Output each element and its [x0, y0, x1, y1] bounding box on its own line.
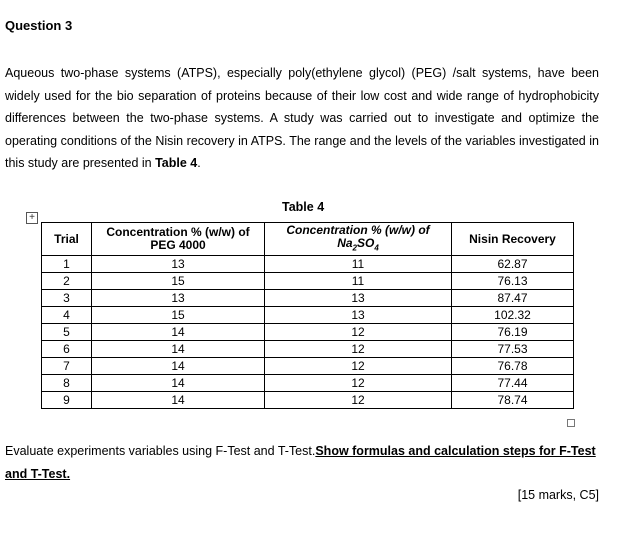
cell-peg: 15: [92, 273, 265, 290]
cell-na: 12: [265, 324, 452, 341]
task-emphasis: Show formulas and calculation steps for F-Test and T-Test.: [5, 444, 596, 481]
cell-trial: 3: [42, 290, 92, 307]
cell-recovery: 77.44: [452, 375, 574, 392]
task-instruction: [5, 440, 605, 485]
cell-peg: 14: [92, 375, 265, 392]
cell-na: 12: [265, 375, 452, 392]
cell-trial: 9: [42, 392, 92, 409]
table-row: [42, 341, 574, 358]
cell-peg: 14: [92, 324, 265, 341]
cell-peg: 14: [92, 358, 265, 375]
intro-end: .: [197, 156, 201, 170]
cell-trial: 4: [42, 307, 92, 324]
table-row: [42, 273, 574, 290]
header-peg-line1: Concentration % (w/w) of: [106, 225, 250, 239]
table-reference: Table 4: [155, 156, 198, 170]
header-peg-line2: PEG 4000: [150, 238, 206, 252]
cell-na: 12: [265, 358, 452, 375]
table-row: [42, 392, 574, 409]
table-resize-handle[interactable]: [567, 419, 575, 427]
intro-text: Aqueous two-phase systems (ATPS), especially poly(ethylene glycol) (PEG) /salt systems, have been widely used for the bio separation of proteins because of their low cost and wide range of hydrophobicity differences between the two-phase systems. A study was carried out to investigate and optimize the operating conditions of the Nisin recovery in ATPS. The range and the levels of the variables investigated in this study are presented in: [5, 66, 599, 170]
cell-recovery: 102.32: [452, 307, 574, 324]
cell-na: 13: [265, 290, 452, 307]
header-na-mid: SO: [357, 235, 375, 250]
cell-na: 13: [265, 307, 452, 324]
table-header-row: [42, 223, 574, 256]
cell-peg: 14: [92, 341, 265, 358]
header-na-sub2: 4: [374, 243, 379, 253]
header-na2so4: [265, 223, 452, 256]
cell-trial: 2: [42, 273, 92, 290]
cell-na: 11: [265, 273, 452, 290]
cell-recovery: 62.87: [452, 256, 574, 273]
cell-na[interactable]: 11: [265, 256, 452, 273]
cell-trial: 5: [42, 324, 92, 341]
table-row: [42, 324, 574, 341]
cell-recovery: 76.78: [452, 358, 574, 375]
cell-recovery: 87.47: [452, 290, 574, 307]
question-heading: Question 3: [5, 18, 73, 33]
cell-trial: 6: [42, 341, 92, 358]
table-row: [42, 290, 574, 307]
table-row: [42, 375, 574, 392]
data-table: [41, 222, 574, 409]
table-caption: Table 4: [282, 200, 325, 214]
cell-recovery: 76.19: [452, 324, 574, 341]
marks-label: [15 marks, C5]: [517, 488, 599, 502]
header-na-sub1: 2: [352, 243, 357, 253]
table-move-handle-icon[interactable]: +: [26, 212, 38, 224]
cell-na: 12: [265, 341, 452, 358]
cell-trial: 7: [42, 358, 92, 375]
table-row: [42, 256, 574, 273]
cell-recovery: 77.53: [452, 341, 574, 358]
header-trial: Trial: [42, 223, 92, 256]
table-row: [42, 358, 574, 375]
intro-paragraph: [5, 62, 599, 175]
cell-peg: 13: [92, 256, 265, 273]
cell-recovery: 76.13: [452, 273, 574, 290]
cell-na: 12: [265, 392, 452, 409]
header-recovery: Nisin Recovery: [452, 223, 574, 256]
cell-trial: 8: [42, 375, 92, 392]
task-plain: Evaluate experiments variables using F-Test and T-Test.: [5, 444, 316, 458]
cell-recovery: 78.74: [452, 392, 574, 409]
cell-peg: 13: [92, 290, 265, 307]
table-row: [42, 307, 574, 324]
header-na-line1: Concentration % (w/w) of: [286, 222, 430, 237]
cell-peg: 15: [92, 307, 265, 324]
header-peg: [92, 223, 265, 256]
cell-trial: 1: [42, 256, 92, 273]
header-na-base: Na: [337, 235, 353, 250]
cell-peg: 14: [92, 392, 265, 409]
